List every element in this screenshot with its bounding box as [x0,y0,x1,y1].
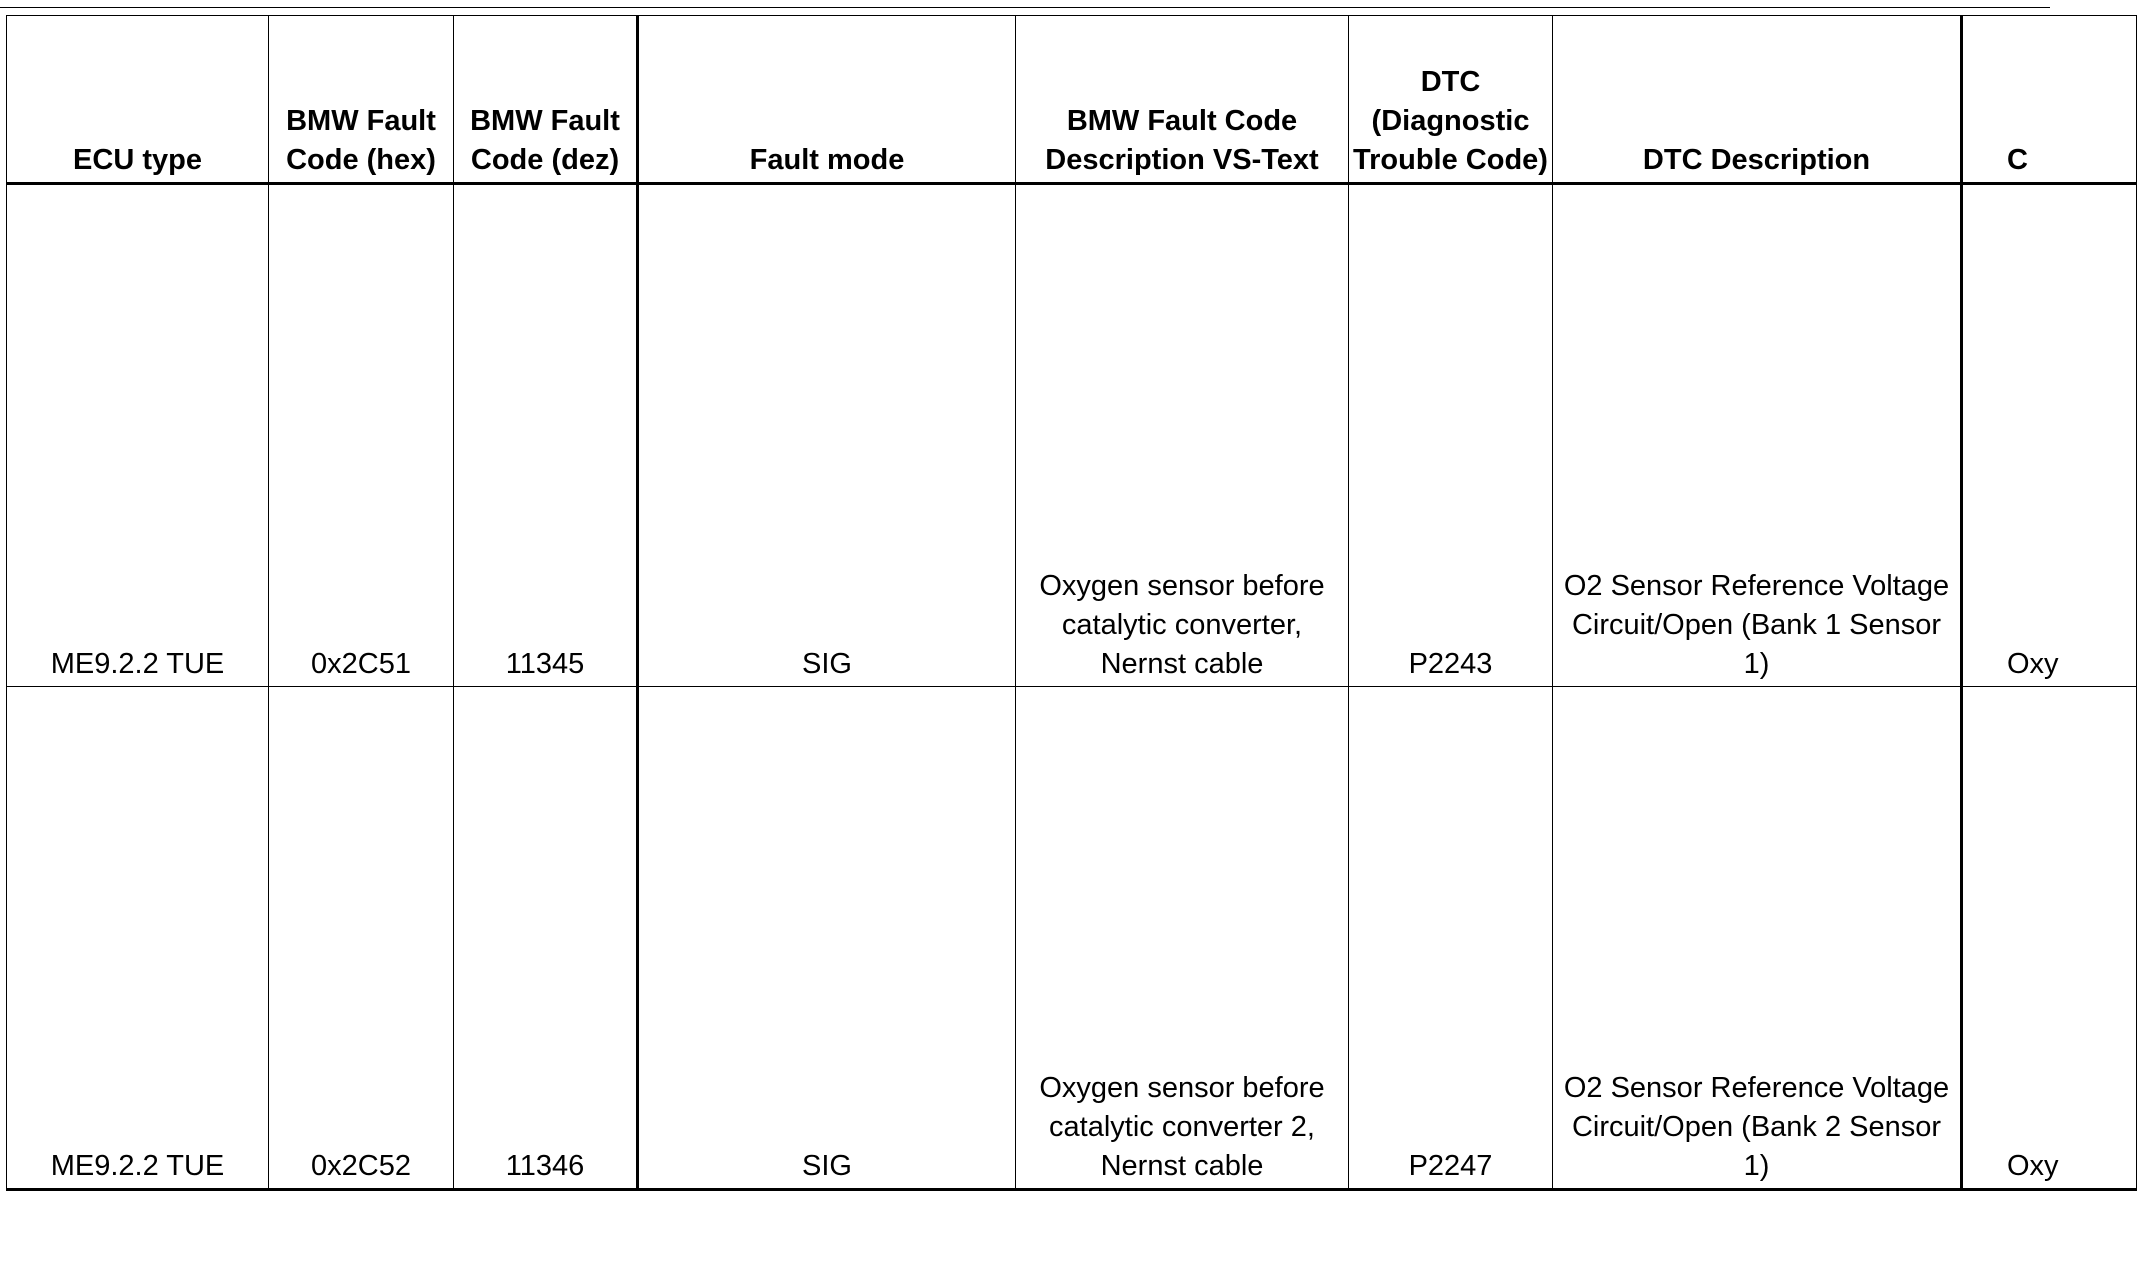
cell-ecu-type: ME9.2.2 TUE [7,184,269,687]
cell-ecu-type: ME9.2.2 TUE [7,687,269,1190]
header-fault-mode: Fault mode [638,16,1016,184]
header-fault-code-hex: BMW Fault Code (hex) [269,16,454,184]
header-dtc-description: DTC Description [1553,16,1962,184]
cell-fault-code-dez: 11345 [454,184,638,687]
cell-fault-code-dez: 11346 [454,687,638,1190]
header-fault-code-dez: BMW Fault Code (dez) [454,16,638,184]
cell-dtc: P2243 [1349,184,1553,687]
header-ecu-type: ECU type [7,16,269,184]
table-row [7,687,2137,1190]
cell-fault-code-hex: 0x2C51 [269,184,454,687]
cell-vs-text: Oxygen sensor before catalytic converter 2, Nernst cable [1016,687,1349,1190]
header-vs-text: BMW Fault Code Description VS-Text [1016,16,1349,184]
cell-cut-column: Oxy [1962,184,2137,687]
header-cut-column: C [1962,16,2137,184]
cell-fault-mode: SIG [638,184,1016,687]
cell-fault-code-hex: 0x2C52 [269,687,454,1190]
cell-dtc: P2247 [1349,687,1553,1190]
table-header-row [7,16,2137,184]
fault-code-sheet [0,12,2059,1270]
fault-code-table [6,15,2137,1191]
cell-dtc-description: O2 Sensor Reference Voltage Circuit/Open (Bank 1 Sensor 1) [1553,184,1962,687]
cell-cut-column: Oxy [1962,687,2137,1190]
page-top-rule [0,7,2050,8]
header-dtc: DTC (Diagnostic Trouble Code) [1349,16,1553,184]
table-row [7,184,2137,687]
cell-fault-mode: SIG [638,687,1016,1190]
cell-dtc-description: O2 Sensor Reference Voltage Circuit/Open (Bank 2 Sensor 1) [1553,687,1962,1190]
cell-vs-text: Oxygen sensor before catalytic converter, Nernst cable [1016,184,1349,687]
